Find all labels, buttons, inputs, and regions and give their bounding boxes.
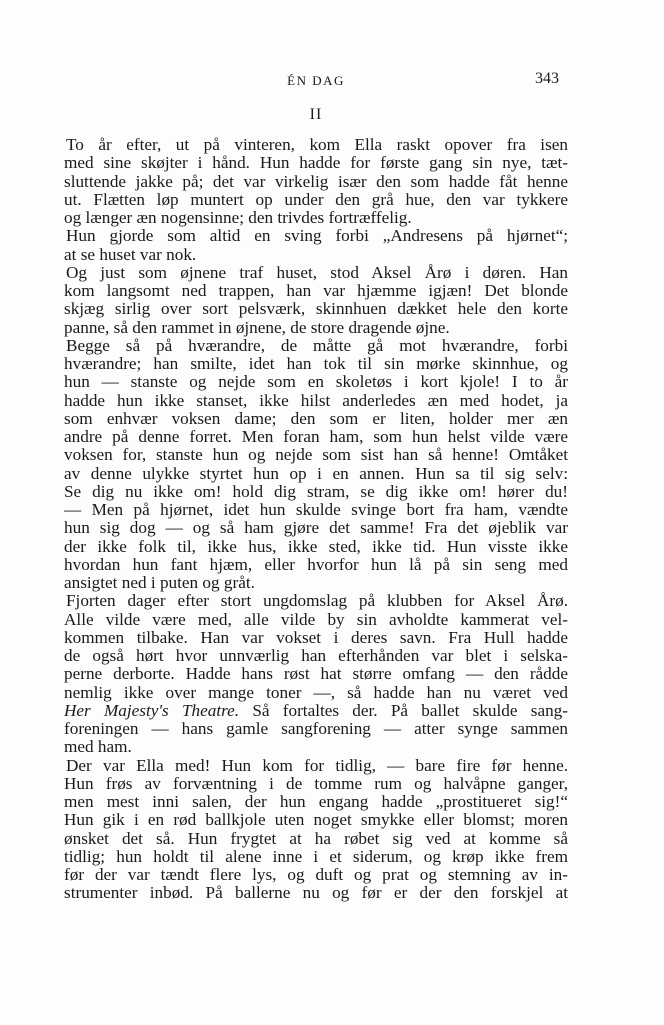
text-line: av denne ulykke styrtet hun op i en annen. Hun sa til sig selv: [64, 464, 568, 483]
text-line: og længer æn nogensinne; den trivdes fortræffelig. [64, 209, 412, 227]
page-number: 343 [535, 70, 559, 87]
text-line: Se dig nu ikke om! hold dig stram, se dig ikke om! hører du! [64, 482, 568, 501]
text-line: at se huset var nok. [64, 245, 197, 264]
body-text [64, 136, 568, 903]
italic-title: Her Majesty's Theatre. [64, 701, 240, 720]
text-line: To år efter, ut på vinteren, kom Ella raskt opover fra isen [66, 136, 568, 154]
text-line: voksen for, stanste hun og nejde som sist han så henne! Omtåket [64, 446, 568, 465]
text-line: Hun frøs av forvæntning i de tomme rum og halvåpne ganger, [64, 774, 568, 793]
text-line: andre på denne forret. Men foran ham, som hun helst vilde være [64, 428, 568, 446]
text-line: ut. Flætten løp muntert op under den grå hue, den var tykkere [64, 190, 568, 209]
text-line: med ham. [64, 738, 132, 757]
text-line: Alle vilde være med, alle vilde by sin avholdte kammerat vel- [64, 610, 568, 629]
text-line: hun — stanste og nejde som en skoletøs i kort kjole! I to år [64, 373, 568, 392]
text-line: kom langsomt ned trappen, han var hjæmme igjæn! Det blonde [64, 282, 568, 300]
text-line: før der var tændt flere lys, og duft og prat og stemning av in- [64, 866, 568, 884]
running-head [68, 70, 564, 92]
text-line: perne derborte. Hadde hans røst hat større omfang — den rådde [64, 665, 568, 684]
text-line: som enhvær voksen dame; den som er liten, holder mer æn [64, 409, 568, 428]
text-line: hadde hun ikke stanset, ikke hilst anderledes æn med hodet, ja [64, 391, 568, 410]
text-line: Fjorten dager efter stort ungdomslag på klubben for Aksel Årø. [66, 592, 568, 611]
text-line: med sine skøjter i hånd. Hun hadde for første gang sin nye, tæt- [64, 154, 568, 173]
text-line: Og just som øjnene traf huset, stod Aksel Årø i døren. Han [66, 263, 568, 282]
text-line: panne, så den rammet in øjnene, de store dragende øjne. [64, 318, 450, 337]
text-line: Begge så på hværandre, de måtte gå mot hværandre, forbi [66, 336, 568, 355]
text-line: Hun gik i en rød ballkjole uten noget smykke eller blomst; moren [64, 811, 568, 830]
text-line: Der var Ella med! Hun kom for tidlig, — bare fire før henne. [66, 756, 568, 775]
text-line: nemlig ikke over mange toner —, så hadde han nu været ved [64, 683, 568, 702]
text-line: der ikke folk til, ikke hus, ikke sted, ikke tid. Hun visste ikke [64, 537, 568, 556]
text-line [64, 702, 568, 720]
text-line: de også hørt hvor unnværlig han efterhånden var blet i selska- [64, 647, 568, 665]
text-fragment: Så fortaltes der. På ballet skulde sang- [239, 701, 568, 720]
text-line: hun sig dog — og så ham gjøre det samme! Fra det øjeblik var [64, 519, 568, 538]
text-line: sluttende jakke på; det var virkelig især den som hadde fåt henne [64, 172, 568, 191]
text-line: skjæg sirlig over sort pelsværk, skinnhuen dækket hele den korte [64, 300, 568, 319]
text-line: kommen tilbake. Han var vokset i deres savn. Fra Hull hadde [64, 628, 568, 647]
text-line: foreningen — hans gamle sangforening — atter synge sammen [64, 720, 568, 738]
text-line: men mest inni salen, der hun engang hadde „prostitueret sig!“ [64, 793, 568, 811]
text-line: ansigtet ned i puten og gråt. [64, 574, 255, 592]
text-line: ønsket det så. Hun frygtet at ha røbet sig ved at komme så [64, 829, 568, 848]
text-line: — Men på hjørnet, idet hun skulde svinge bort fra ham, vændte [64, 501, 568, 519]
text-line: strumenter inbød. På ballerne nu og før er der den forskjel at [64, 884, 568, 903]
chapter-heading: II [309, 106, 323, 123]
text-line: tidlig; hun holdt til alene inne i et siderum, og krøp ikke frem [64, 847, 568, 866]
running-title: ÉN DAG [287, 73, 345, 88]
text-line: Hun gjorde som altid en sving forbi „Andresens på hjørnet“; [66, 227, 568, 246]
text-line: hvordan hun fant hjæm, eller hvorfor hun lå på sin seng med [64, 555, 568, 574]
text-line: hværandre; han smilte, idet han tok til sin mørke skinnhue, og [64, 355, 568, 373]
